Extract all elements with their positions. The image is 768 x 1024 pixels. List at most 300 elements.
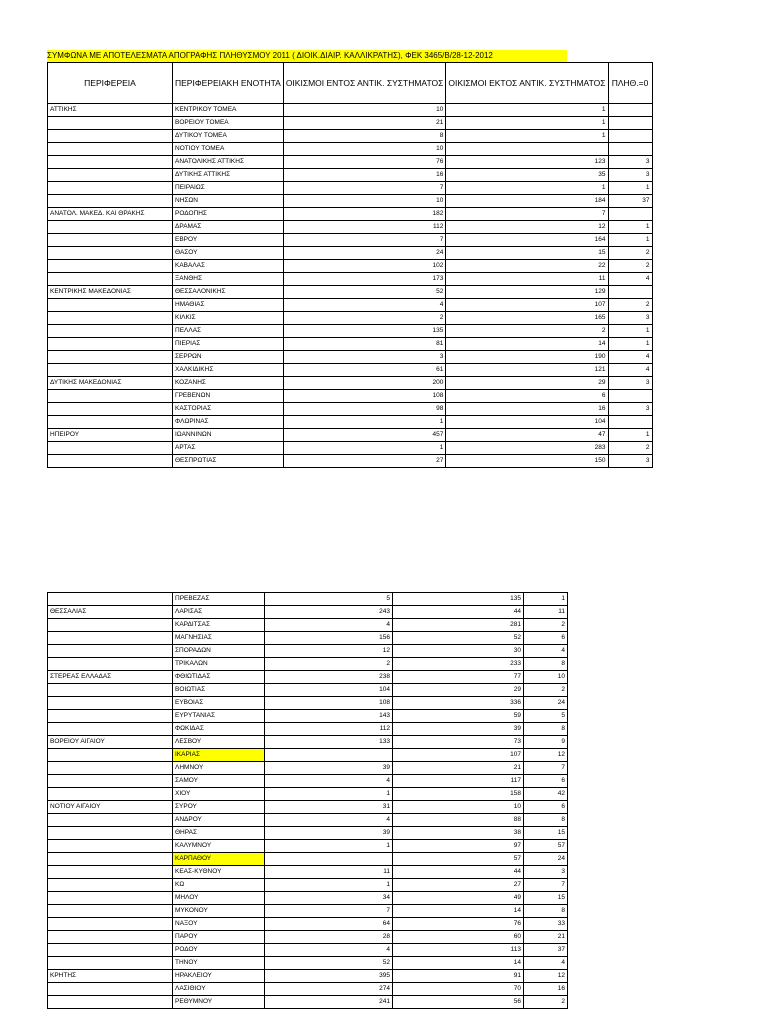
inside-count-cell: 4 <box>265 814 393 827</box>
unit-cell: ΔΡΑΜΑΣ <box>173 221 284 234</box>
pop-zero-count-cell: 24 <box>524 853 568 866</box>
table-row <box>48 801 568 814</box>
unit-cell: ΠΡΕΒΕΖΑΣ <box>173 593 265 606</box>
unit-cell: ΔΥΤΙΚΟΥ ΤΟΜΕΑ <box>173 130 284 143</box>
unit-cell: ΦΘΙΩΤΙΔΑΣ <box>173 671 265 684</box>
unit-cell: ΚΑΡΠΑΘΟΥ <box>173 853 265 866</box>
region-cell <box>48 697 173 710</box>
unit-cell: ΘΗΡΑΣ <box>173 827 265 840</box>
table-row <box>48 710 568 723</box>
unit-cell: ΦΩΚΙΔΑΣ <box>173 723 265 736</box>
unit-cell: ΛΑΣΙΘΙΟΥ <box>173 983 265 996</box>
region-cell <box>48 143 173 156</box>
outside-count-cell: 27 <box>393 879 524 892</box>
pop-zero-count-cell: 12 <box>524 970 568 983</box>
pop-zero-count-cell: 33 <box>524 918 568 931</box>
unit-cell: ΡΟΔΟΠΗΣ <box>173 208 284 221</box>
inside-count-cell: 102 <box>283 260 446 273</box>
table-row <box>48 156 653 169</box>
outside-count-cell: 88 <box>393 814 524 827</box>
unit-cell: ΛΕΣΒΟΥ <box>173 736 265 749</box>
outside-count-cell: 97 <box>393 840 524 853</box>
outside-count-cell: 1 <box>446 104 608 117</box>
settlements-table-1 <box>47 62 653 468</box>
outside-count-cell: 49 <box>393 892 524 905</box>
unit-cell: ΑΝΔΡΟΥ <box>173 814 265 827</box>
outside-count-cell: 6 <box>446 390 608 403</box>
unit-cell: ΚΕΑΣ-ΚΥΘΝΟΥ <box>173 866 265 879</box>
unit-cell: ΘΑΣΟΥ <box>173 247 284 260</box>
inside-count-cell: 395 <box>265 970 393 983</box>
inside-count-cell: 2 <box>283 312 446 325</box>
table-row <box>48 775 568 788</box>
unit-cell: ΣΕΡΡΩΝ <box>173 351 284 364</box>
region-cell <box>48 866 173 879</box>
unit-cell: ΚΑΛΥΜΝΟΥ <box>173 840 265 853</box>
inside-count-cell: 5 <box>265 593 393 606</box>
table-row <box>48 970 568 983</box>
pop-zero-count-cell: 1 <box>608 338 652 351</box>
pop-zero-count-cell: 8 <box>524 814 568 827</box>
inside-count-cell: 143 <box>265 710 393 723</box>
region-cell <box>48 710 173 723</box>
table-row <box>48 390 653 403</box>
region-cell <box>48 260 173 273</box>
inside-count-cell: 31 <box>265 801 393 814</box>
inside-count-cell: 241 <box>265 996 393 1009</box>
table-row <box>48 273 653 286</box>
region-cell <box>48 234 173 247</box>
region-cell <box>48 788 173 801</box>
outside-count-cell: 11 <box>446 273 608 286</box>
table-row <box>48 944 568 957</box>
pop-zero-count-cell: 16 <box>524 983 568 996</box>
inside-count-cell: 4 <box>283 299 446 312</box>
outside-count-cell: 57 <box>393 853 524 866</box>
unit-cell: ΜΑΓΝΗΣΙΑΣ <box>173 632 265 645</box>
outside-count-cell: 233 <box>393 658 524 671</box>
region-cell <box>48 632 173 645</box>
inside-count-cell: 1 <box>265 879 393 892</box>
unit-cell: ΡΕΘΥΜΝΟΥ <box>173 996 265 1009</box>
region-cell <box>48 455 173 468</box>
unit-cell: ΠΕΛΛΑΣ <box>173 325 284 338</box>
pop-zero-count-cell <box>608 130 652 143</box>
region-cell <box>48 853 173 866</box>
region-cell <box>48 364 173 377</box>
table-row <box>48 593 568 606</box>
region-cell <box>48 299 173 312</box>
table-row <box>48 762 568 775</box>
outside-count-cell: 73 <box>393 736 524 749</box>
table-row <box>48 658 568 671</box>
table-row <box>48 697 568 710</box>
outside-count-cell: 29 <box>393 684 524 697</box>
table-row <box>48 606 568 619</box>
table-row <box>48 723 568 736</box>
region-cell <box>48 918 173 931</box>
unit-cell: ΚΑΣΤΟΡΙΑΣ <box>173 403 284 416</box>
table-row <box>48 983 568 996</box>
region-cell: ΣΤΕΡΕΑΣ ΕΛΛΑΔΑΣ <box>48 671 173 684</box>
table-row <box>48 104 653 117</box>
pop-zero-count-cell: 11 <box>524 606 568 619</box>
unit-cell: ΑΡΤΑΣ <box>173 442 284 455</box>
outside-count-cell: 117 <box>393 775 524 788</box>
inside-count-cell: 81 <box>283 338 446 351</box>
outside-count-cell: 38 <box>393 827 524 840</box>
region-cell <box>48 814 173 827</box>
region-cell <box>48 390 173 403</box>
table-row <box>48 429 653 442</box>
table-row <box>48 351 653 364</box>
unit-cell: ΦΛΩΡΙΝΑΣ <box>173 416 284 429</box>
region-cell <box>48 442 173 455</box>
pop-zero-count-cell: 57 <box>524 840 568 853</box>
outside-count-cell: 39 <box>393 723 524 736</box>
table-row <box>48 208 653 221</box>
region-cell <box>48 749 173 762</box>
inside-count-cell: 61 <box>283 364 446 377</box>
unit-cell: ΚΕΝΤΡΙΚΟΥ ΤΟΜΕΑ <box>173 104 284 117</box>
table-row <box>48 117 653 130</box>
outside-count-cell: 190 <box>446 351 608 364</box>
pop-zero-count-cell: 8 <box>524 905 568 918</box>
region-cell: ΚΕΝΤΡΙΚΗΣ ΜΑΚΕΔΟΝΙΑΣ <box>48 286 173 299</box>
inside-count-cell: 27 <box>283 455 446 468</box>
outside-count-cell: 47 <box>446 429 608 442</box>
table-row <box>48 957 568 970</box>
unit-cell: ΕΥΡΥΤΑΝΙΑΣ <box>173 710 265 723</box>
unit-cell: ΚΙΛΚΙΣ <box>173 312 284 325</box>
table-row <box>48 338 653 351</box>
region-cell <box>48 403 173 416</box>
region-cell <box>48 195 173 208</box>
outside-count-cell: 35 <box>446 169 608 182</box>
pop-zero-count-cell: 4 <box>524 957 568 970</box>
region-cell <box>48 996 173 1009</box>
table-row <box>48 749 568 762</box>
pop-zero-count-cell: 21 <box>524 931 568 944</box>
inside-count-cell: 1 <box>283 442 446 455</box>
unit-cell: ΚΑΡΔΙΤΣΑΣ <box>173 619 265 632</box>
inside-count-cell: 108 <box>265 697 393 710</box>
unit-cell: ΠΙΕΡΙΑΣ <box>173 338 284 351</box>
pop-zero-count-cell <box>608 117 652 130</box>
inside-count-cell: 457 <box>283 429 446 442</box>
table-row <box>48 866 568 879</box>
table-row <box>48 632 568 645</box>
region-cell <box>48 156 173 169</box>
region-cell <box>48 840 173 853</box>
outside-count-cell: 52 <box>393 632 524 645</box>
inside-count-cell: 8 <box>283 130 446 143</box>
inside-count-cell: 39 <box>265 827 393 840</box>
table-row <box>48 143 653 156</box>
region-cell <box>48 957 173 970</box>
table-row <box>48 892 568 905</box>
region-cell <box>48 827 173 840</box>
pop-zero-count-cell <box>608 286 652 299</box>
table-row <box>48 645 568 658</box>
pop-zero-count-cell: 4 <box>608 273 652 286</box>
unit-cell: ΘΕΣΣΑΛΟΝΙΚΗΣ <box>173 286 284 299</box>
inside-count-cell: 1 <box>283 416 446 429</box>
pop-zero-count-cell: 24 <box>524 697 568 710</box>
region-cell <box>48 879 173 892</box>
outside-count-cell: 121 <box>446 364 608 377</box>
pop-zero-count-cell: 2 <box>608 247 652 260</box>
region-cell <box>48 312 173 325</box>
pop-zero-count-cell: 4 <box>608 364 652 377</box>
outside-count-cell: 281 <box>393 619 524 632</box>
region-cell: ΑΤΤΙΚΗΣ <box>48 104 173 117</box>
inside-count-cell: 21 <box>283 117 446 130</box>
region-cell <box>48 325 173 338</box>
table-row <box>48 260 653 273</box>
unit-cell: ΝΟΤΙΟΥ ΤΟΜΕΑ <box>173 143 284 156</box>
table-row <box>48 879 568 892</box>
pop-zero-count-cell <box>608 104 652 117</box>
pop-zero-count-cell: 5 <box>524 710 568 723</box>
outside-count-cell: 113 <box>393 944 524 957</box>
table-row <box>48 247 653 260</box>
table-row <box>48 195 653 208</box>
table-row <box>48 905 568 918</box>
outside-count-cell: 336 <box>393 697 524 710</box>
inside-count-cell: 182 <box>283 208 446 221</box>
table-row <box>48 299 653 312</box>
pop-zero-count-cell: 15 <box>524 827 568 840</box>
outside-count-cell: 158 <box>393 788 524 801</box>
table-row <box>48 827 568 840</box>
table-row <box>48 931 568 944</box>
region-cell <box>48 182 173 195</box>
inside-count-cell: 274 <box>265 983 393 996</box>
pop-zero-count-cell: 2 <box>608 260 652 273</box>
table-row <box>48 853 568 866</box>
outside-count-cell: 150 <box>446 455 608 468</box>
table-row <box>48 182 653 195</box>
unit-cell: ΕΒΡΟΥ <box>173 234 284 247</box>
unit-cell: ΚΟΖΑΝΗΣ <box>173 377 284 390</box>
table-row <box>48 840 568 853</box>
region-cell <box>48 983 173 996</box>
table-row <box>48 442 653 455</box>
pop-zero-count-cell <box>608 390 652 403</box>
outside-count-cell: 56 <box>393 996 524 1009</box>
table-row <box>48 130 653 143</box>
outside-count-cell: 1 <box>446 182 608 195</box>
outside-count-cell: 283 <box>446 442 608 455</box>
pop-zero-count-cell: 4 <box>524 645 568 658</box>
outside-count-cell: 104 <box>446 416 608 429</box>
outside-count-cell: 76 <box>393 918 524 931</box>
unit-cell: ΣΑΜΟΥ <box>173 775 265 788</box>
inside-count-cell: 133 <box>265 736 393 749</box>
outside-count-cell: 135 <box>393 593 524 606</box>
outside-count-cell: 59 <box>393 710 524 723</box>
pop-zero-count-cell: 3 <box>608 169 652 182</box>
table-row <box>48 814 568 827</box>
table-row <box>48 416 653 429</box>
inside-count-cell: 1 <box>265 788 393 801</box>
pop-zero-count-cell: 37 <box>524 944 568 957</box>
pop-zero-count-cell: 6 <box>524 632 568 645</box>
region-cell <box>48 645 173 658</box>
unit-cell: ΜΥΚΟΝΟΥ <box>173 905 265 918</box>
inside-count-cell: 76 <box>283 156 446 169</box>
table-row <box>48 234 653 247</box>
table-row <box>48 169 653 182</box>
table-row <box>48 377 653 390</box>
outside-count-cell: 44 <box>393 606 524 619</box>
inside-count-cell: 7 <box>283 234 446 247</box>
table-row <box>48 325 653 338</box>
pop-zero-count-cell: 1 <box>608 429 652 442</box>
region-cell <box>48 130 173 143</box>
table-row <box>48 221 653 234</box>
table-row <box>48 684 568 697</box>
outside-count-cell: 10 <box>393 801 524 814</box>
inside-count-cell: 238 <box>265 671 393 684</box>
unit-cell: ΚΑΒΑΛΑΣ <box>173 260 284 273</box>
outside-count-cell: 77 <box>393 671 524 684</box>
inside-count-cell: 7 <box>265 905 393 918</box>
unit-cell: ΣΥΡΟΥ <box>173 801 265 814</box>
region-cell <box>48 944 173 957</box>
pop-zero-count-cell: 3 <box>608 377 652 390</box>
pop-zero-count-cell: 12 <box>524 749 568 762</box>
table-row <box>48 671 568 684</box>
unit-cell: ΒΟΙΩΤΙΑΣ <box>173 684 265 697</box>
pop-zero-count-cell: 37 <box>608 195 652 208</box>
inside-count-cell: 52 <box>265 957 393 970</box>
region-cell: ΗΠΕΙΡΟΥ <box>48 429 173 442</box>
inside-count-cell: 112 <box>265 723 393 736</box>
pop-zero-count-cell: 1 <box>608 221 652 234</box>
inside-count-cell: 24 <box>283 247 446 260</box>
region-cell: ΒΟΡΕΙΟΥ ΑΙΓΑΙΟΥ <box>48 736 173 749</box>
unit-cell: ΒΟΡΕΙΟΥ ΤΟΜΕΑ <box>173 117 284 130</box>
inside-count-cell: 108 <box>283 390 446 403</box>
table-row <box>48 364 653 377</box>
table-row <box>48 918 568 931</box>
unit-cell: ΡΟΔΟΥ <box>173 944 265 957</box>
outside-count-cell: 184 <box>446 195 608 208</box>
inside-count-cell: 28 <box>265 931 393 944</box>
outside-count-cell: 129 <box>446 286 608 299</box>
region-cell <box>48 221 173 234</box>
inside-count-cell: 156 <box>265 632 393 645</box>
pop-zero-count-cell: 9 <box>524 736 568 749</box>
inside-count-cell: 7 <box>283 182 446 195</box>
outside-count-cell: 60 <box>393 931 524 944</box>
inside-count-cell: 2 <box>265 658 393 671</box>
outside-count-cell: 107 <box>446 299 608 312</box>
header-region: ΠΕΡΙΦΕΡΕΙΑ <box>48 63 173 104</box>
region-cell <box>48 416 173 429</box>
pop-zero-count-cell: 2 <box>524 619 568 632</box>
region-cell <box>48 931 173 944</box>
region-cell <box>48 775 173 788</box>
region-cell <box>48 593 173 606</box>
region-cell <box>48 169 173 182</box>
region-cell <box>48 117 173 130</box>
pop-zero-count-cell: 2 <box>608 442 652 455</box>
region-cell: ΝΟΤΙΟΥ ΑΙΓΑΙΟΥ <box>48 801 173 814</box>
outside-count-cell: 1 <box>446 117 608 130</box>
pop-zero-count-cell: 7 <box>524 762 568 775</box>
table-row <box>48 788 568 801</box>
unit-cell: ΞΑΝΘΗΣ <box>173 273 284 286</box>
outside-count-cell: 12 <box>446 221 608 234</box>
pop-zero-count-cell: 1 <box>608 325 652 338</box>
region-cell <box>48 658 173 671</box>
outside-count-cell: 22 <box>446 260 608 273</box>
inside-count-cell: 10 <box>283 104 446 117</box>
table-row <box>48 736 568 749</box>
inside-count-cell: 34 <box>265 892 393 905</box>
region-cell <box>48 273 173 286</box>
pop-zero-count-cell <box>608 208 652 221</box>
region-cell: ΑΝΑΤΟΛ. ΜΑΚΕΔ. ΚΑΙ ΘΡΑΚΗΣ <box>48 208 173 221</box>
unit-cell: ΝΑΞΟΥ <box>173 918 265 931</box>
outside-count-cell: 164 <box>446 234 608 247</box>
pop-zero-count-cell: 8 <box>524 723 568 736</box>
unit-cell: ΔΥΤΙΚΗΣ ΑΤΤΙΚΗΣ <box>173 169 284 182</box>
inside-count-cell: 4 <box>265 944 393 957</box>
region-cell <box>48 905 173 918</box>
pop-zero-count-cell: 3 <box>524 866 568 879</box>
pop-zero-count-cell: 10 <box>524 671 568 684</box>
header-unit: ΠΕΡΙΦΕΡΕΙΑΚΗ ΕΝΟΤΗΤΑ <box>173 63 284 104</box>
outside-count-cell: 14 <box>393 957 524 970</box>
inside-count-cell: 52 <box>283 286 446 299</box>
pop-zero-count-cell <box>608 143 652 156</box>
inside-count-cell: 39 <box>265 762 393 775</box>
pop-zero-count-cell: 2 <box>524 996 568 1009</box>
unit-cell: ΑΝΑΤΟΛΙΚΗΣ ΑΤΤΙΚΗΣ <box>173 156 284 169</box>
inside-count-cell: 1 <box>265 840 393 853</box>
outside-count-cell: 107 <box>393 749 524 762</box>
outside-count-cell: 91 <box>393 970 524 983</box>
settlements-table-2 <box>47 592 568 1009</box>
pop-zero-count-cell: 4 <box>608 351 652 364</box>
inside-count-cell: 10 <box>283 195 446 208</box>
region-cell: ΚΡΗΤΗΣ <box>48 970 173 983</box>
unit-cell: ΘΕΣΠΡΩΤΙΑΣ <box>173 455 284 468</box>
inside-count-cell: 12 <box>265 645 393 658</box>
unit-cell: ΧΙΟΥ <box>173 788 265 801</box>
pop-zero-count-cell: 1 <box>608 182 652 195</box>
pop-zero-count-cell: 15 <box>524 892 568 905</box>
pop-zero-count-cell: 1 <box>608 234 652 247</box>
pop-zero-count-cell: 3 <box>608 312 652 325</box>
outside-count-cell: 165 <box>446 312 608 325</box>
outside-count-cell: 16 <box>446 403 608 416</box>
inside-count-cell: 4 <box>265 775 393 788</box>
unit-cell: ΛΑΡΙΣΑΣ <box>173 606 265 619</box>
inside-count-cell: 200 <box>283 377 446 390</box>
inside-count-cell: 16 <box>283 169 446 182</box>
pop-zero-count-cell: 2 <box>524 684 568 697</box>
inside-count-cell: 64 <box>265 918 393 931</box>
table-row <box>48 996 568 1009</box>
unit-cell: ΚΩ <box>173 879 265 892</box>
inside-count-cell: 173 <box>283 273 446 286</box>
unit-cell: ΠΑΡΟΥ <box>173 931 265 944</box>
